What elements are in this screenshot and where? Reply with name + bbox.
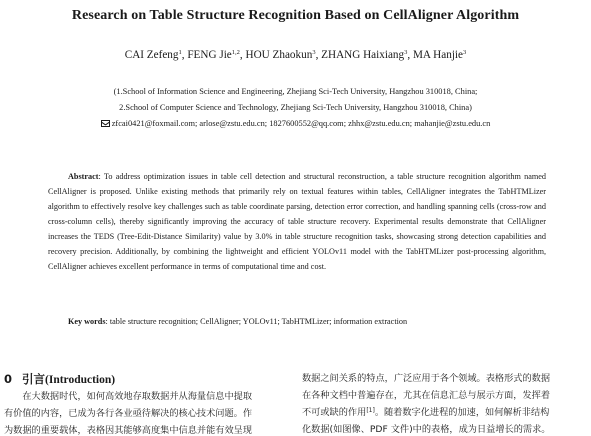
affiliation-1: (1.School of Information Science and Engineering, Zhejiang Sci-Tech University, Hangzhou 310018, China;: [113, 87, 478, 96]
body-line: 在各种文档中普遍存在，尤其在信息汇总与展示方面，发挥着: [302, 390, 551, 401]
section-title-en: (Introduction): [45, 374, 116, 386]
email-line: [0, 119, 591, 128]
section-title-cn: 引言: [22, 372, 46, 386]
body-line: 有价值的内容，已成为各行各业亟待解决的核心技术问题。作: [4, 408, 253, 419]
author-affiliation-mark: 1: [178, 49, 182, 56]
section-number: 0: [4, 372, 13, 386]
abstract-text: To address optimization issues in table cell detection and structural reconstruction, a table structure recognition algorithm named CellAligner is proposed. Unlike existing methods that primarily rely on textual features within tables, CellAligner integrates the TabHTMLizer algorithm to effectively resolve key challenges such as table coordinate parsing, detection error correction, and handling spanning cells (cross-row and cross-column cells), thereby significantly improving the accuracy of table structure recovery. Experimental results demonstrate that CellAligner increases the TEDS (Tree-Edit-Distance Similarity) value by 3.0% in table structure recognition tasks, showcasing strong detection capabilities and recovery precision. Additionally, by combining the lightweight and efficient YOLOv11 model with the TabHTMLizer post-processing algorithm, CellAligner achieves excellent performance in terms of computational time and cost.: [48, 172, 546, 271]
keywords-label: Key words: [68, 317, 106, 326]
body-text: 不可或缺的作用: [302, 407, 367, 418]
author-name: MA Hanjie: [412, 49, 463, 61]
affiliation-2: 2.School of Computer Science and Technology, Zhejiang Sci-Tech University, Hangzhou 310018, China): [119, 103, 472, 112]
author-name: HOU Zhaokun: [245, 49, 313, 61]
author-separator: ,: [315, 49, 322, 61]
author-list: [0, 49, 591, 61]
author: [413, 49, 466, 61]
author: [125, 49, 182, 61]
keywords-separator: :: [105, 317, 110, 326]
keywords: [68, 317, 407, 326]
abstract-label: Abstract: [68, 172, 99, 181]
author-name: CAI Zefeng: [124, 49, 179, 61]
author-separator: ,: [181, 49, 188, 61]
author-name: FENG Jie: [187, 49, 232, 61]
keywords-text: table structure recognition; CellAligner; YOLOv11; TabHTMLizer; information extraction: [109, 317, 408, 326]
author: [187, 49, 240, 61]
abstract-separator: :: [98, 172, 104, 181]
paper-title: Research on Table Structure Recognition Based on CellAligner Algorithm: [71, 8, 520, 23]
mail-icon: [101, 120, 110, 127]
body-line: 在大数据时代，如何高效地存取数据并从海量信息中提取: [4, 391, 253, 402]
body-line: [302, 404, 588, 421]
body-line: 数据之间关系的特点，广泛应用于各个领域。表格形式的数据: [302, 373, 551, 384]
author-separator: ,: [239, 49, 246, 61]
right-column: [302, 370, 588, 436]
section-heading: [4, 371, 115, 387]
citation-ref[interactable]: [1]: [366, 407, 375, 414]
email-addresses: zfcai0421@foxmail.com; arlose@zstu.edu.cn; 1827600552@qq.com; zhhx@zstu.edu.cn; mahanjie@zstu.edu.cn: [111, 119, 491, 128]
body-text: 。随着数字化进程的加速，如何解析非结构: [374, 407, 550, 418]
left-column: [4, 388, 290, 436]
abstract: [48, 169, 546, 274]
author-affiliation-mark: 3: [404, 49, 408, 56]
body-line: 化数据(如图像、PDF 文件)中的表格，成为日益增长的需求。: [302, 424, 551, 435]
author-separator: ,: [407, 49, 413, 61]
author-affiliation-mark: 3: [312, 49, 316, 56]
author: [246, 49, 316, 61]
author-name: ZHANG Haixiang: [321, 49, 405, 61]
author: [321, 49, 407, 61]
body-line: 为数据的重要载体，表格因其能够高度集中信息并能有效呈现: [4, 425, 253, 436]
author-affiliation-mark: 3: [463, 49, 467, 56]
author-affiliation-mark: 1,2: [231, 49, 240, 56]
